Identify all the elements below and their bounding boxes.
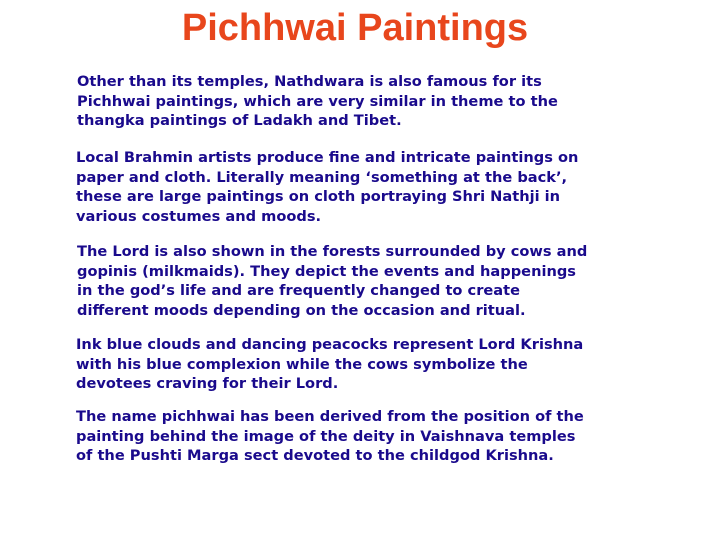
slide-title: Pichhwai Paintings [181,7,529,49]
paragraph-name-derivation: The name pichhwai has been derived from the position of the painting behind the image of the deity in Vaishnava temples of the Pushti Marga sect devoted to the childgod Krishna. [76,408,584,464]
paragraph-brahmin-artists: Local Brahmin artists produce fine and intricate paintings on paper and cloth. Literally meaning ‘something at the back’, these are large paintings on cloth portraying Shri Nathji in various costumes and moods. [76,149,579,225]
paragraph-nathdwara-pichhwai: Other than its temples, Nathdwara is also famous for its Pichhwai paintings, which are very similar in theme to the thangka paintings of Ladakh and Tibet. [77,73,558,129]
paragraph-lord-in-forests: The Lord is also shown in the forests surrounded by cows and gopinis (milkmaids). They depict the events and happenings in the god’s life and are frequently changed to create different moods depending on the occasion and ritual. [77,243,588,319]
paragraph-ink-blue-clouds: Ink blue clouds and dancing peacocks represent Lord Krishna with his blue complexion while the cows symbolize the devotees craving for their Lord. [76,336,584,392]
